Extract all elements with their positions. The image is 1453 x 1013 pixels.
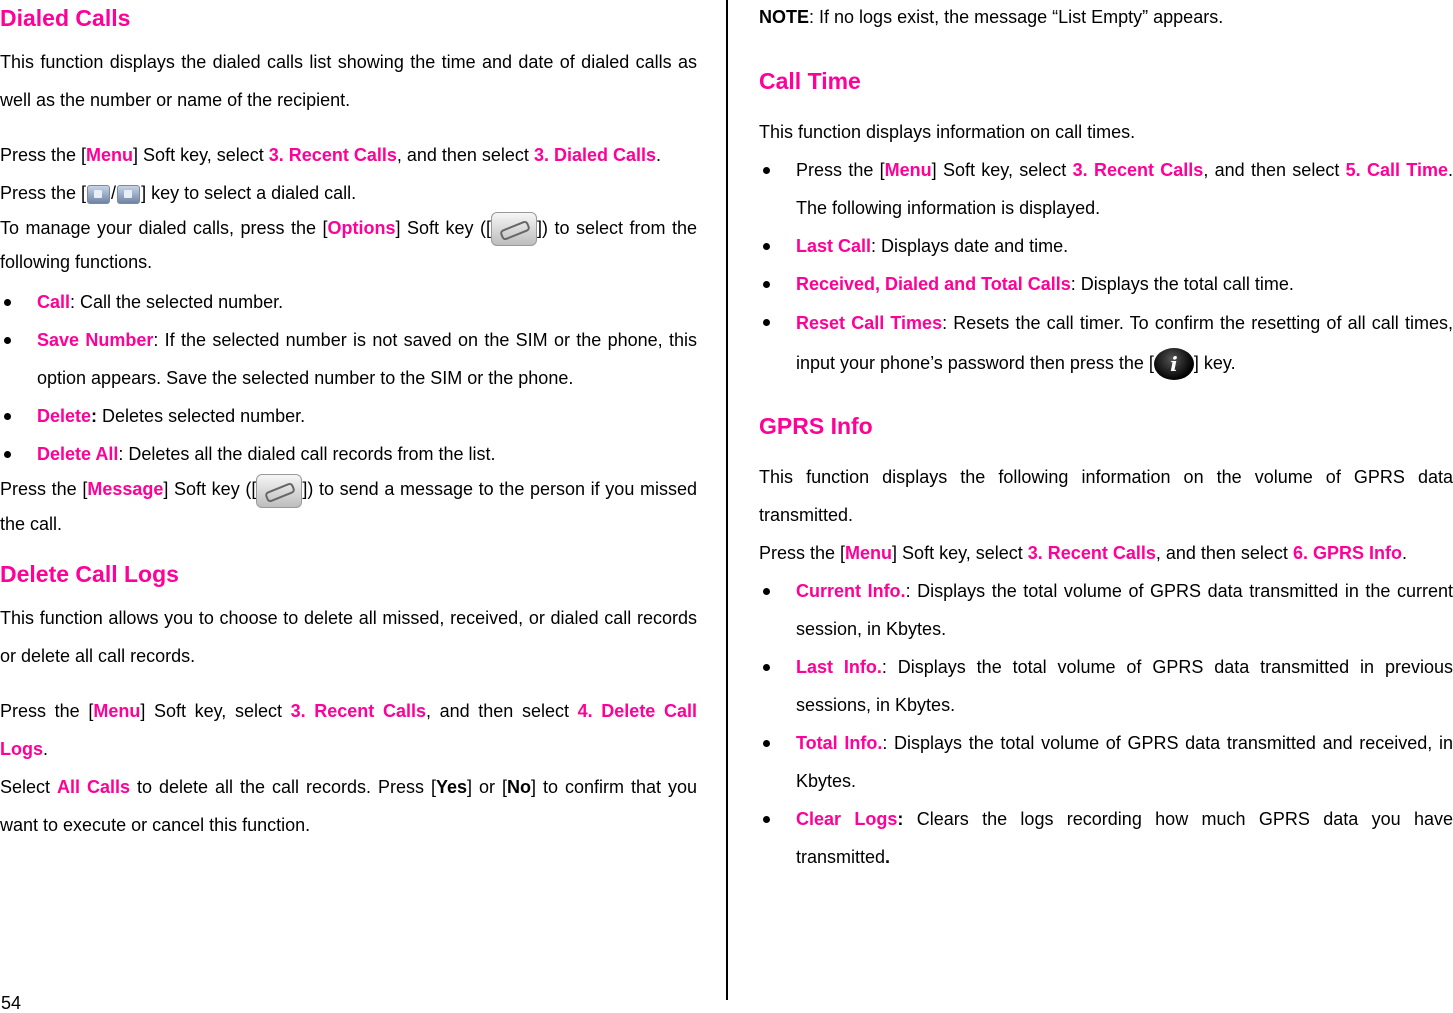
options-softkey-icon <box>491 212 537 246</box>
gprs-info-heading: GPRS Info <box>759 413 873 439</box>
message-softkey-icon <box>256 474 302 508</box>
dialed-functions-list <box>0 283 697 473</box>
list-item: Total Info.: Displays the total volume of GPRS data transmitted and received, in Kbytes. <box>759 724 1453 800</box>
note: NOTE: If no logs exist, the message “List Empty” appears. <box>759 7 1224 27</box>
call-time-intro: This function displays information on call times. <box>759 122 1136 142</box>
down-key-icon <box>117 185 140 204</box>
menu-key-label: Menu <box>86 145 134 165</box>
gprs-info-list <box>759 572 1453 876</box>
manage-dialed-calls: To manage your dialed calls, press the [Options] Soft key ([ ]) to select from the following functions. <box>0 212 697 279</box>
message-instruction: Press the [Message] Soft key ([ ]) to send a message to the person if you missed the call. <box>0 473 697 540</box>
call-time-list <box>759 151 1453 383</box>
gprs-info-intro: This function displays the following information on the volume of GPRS data transmitted. <box>759 467 1453 525</box>
right-column <box>759 0 1453 876</box>
list-item: Press the [Menu] Soft key, select 3. Recent Calls, and then select 5. Call Time. The following information is displayed. <box>759 151 1453 227</box>
list-item: Clear Logs: Clears the logs recording how much GPRS data you have transmitted. <box>759 800 1453 876</box>
list-item: Call: Call the selected number. <box>0 283 697 321</box>
delete-call-logs-select: Select All Calls to delete all the call records. Press [Yes] or [No] to confirm that you want to execute or cancel this function. <box>0 776 698 835</box>
list-item: Last Info.: Displays the total volume of GPRS data transmitted in previous sessions, in Kbytes. <box>759 648 1453 724</box>
delete-call-logs-intro: This function allows you to choose to delete all missed, received, or dialed call records or delete all call records. <box>0 607 697 666</box>
info-key-icon: i <box>1154 348 1194 380</box>
dialed-calls-heading: Dialed Calls <box>0 5 131 31</box>
dialed-calls-intro: This function displays the dialed calls list showing the time and date of dialed calls as well as the number or name of the recipient. <box>0 52 697 110</box>
delete-call-logs-heading: Delete Call Logs <box>0 560 179 587</box>
delete-call-logs-nav: Press the [Menu] Soft key, select 3. Recent Calls, and then select 4. Delete Call Logs. <box>0 700 697 759</box>
list-item: Delete: Deletes selected number. <box>0 397 697 435</box>
select-dialed-call: Press the [ / ] key to select a dialed call. <box>0 183 357 203</box>
dialed-calls-nav: Press the [Menu] Soft key, select 3. Recent Calls, and then select 3. Dialed Calls. <box>0 145 662 165</box>
list-item: Reset Call Times: Resets the call timer. To confirm the resetting of all call times, input your phone’s password then press the [ i ] key. <box>759 303 1453 383</box>
list-item: Last Call: Displays date and time. <box>759 227 1453 265</box>
column-divider <box>726 0 728 1000</box>
list-item: Delete All: Deletes all the dialed call records from the list. <box>0 435 697 473</box>
list-item: Save Number: If the selected number is not saved on the SIM or the phone, this option appears. Save the selected number to the SIM or the phone. <box>0 321 697 397</box>
call-time-heading: Call Time <box>759 68 861 94</box>
page-number: 54 <box>1 993 22 1013</box>
up-key-icon <box>87 185 110 204</box>
gprs-info-nav: Press the [Menu] Soft key, select 3. Recent Calls, and then select 6. GPRS Info. <box>759 543 1407 563</box>
list-item: Current Info.: Displays the total volume of GPRS data transmitted in the current session, in Kbytes. <box>759 572 1453 648</box>
list-item: Received, Dialed and Total Calls: Displays the total call time. <box>759 265 1453 303</box>
left-column <box>0 0 697 844</box>
